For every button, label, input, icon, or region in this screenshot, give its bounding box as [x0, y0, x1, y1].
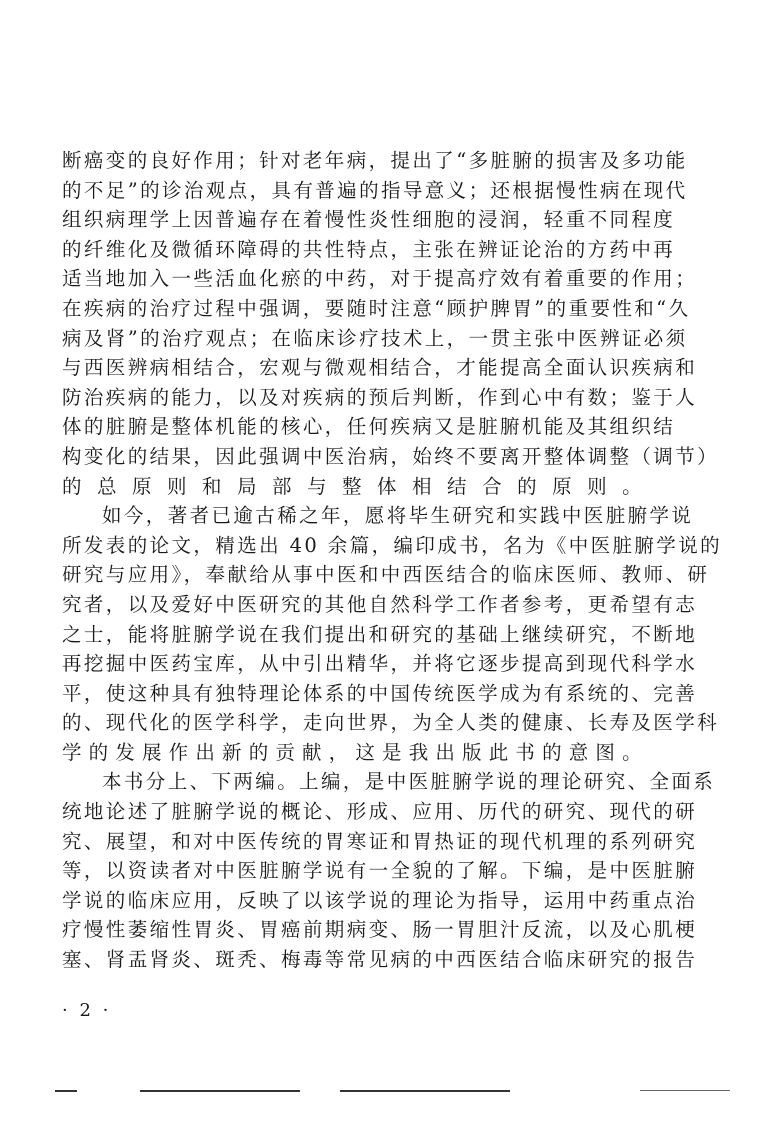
text-line: 适当地加入一些活血化瘀的中药，对于提高疗效有着重要的作用；	[62, 267, 698, 291]
text-line: 等，以资读者对中医脏腑学说有一全貌的了解。下编，是中医脏腑	[62, 859, 698, 883]
scan-mark	[55, 1090, 77, 1092]
text-line: 如今，著者已逾古稀之年，愿将毕生研究和实践中医脏腑学说	[102, 504, 694, 528]
text-line: 平，使这种具有独特理论体系的中国传统医学成为有系统的、完善	[62, 681, 698, 705]
text-line: 研究与应用》，奉献给从事中医和中西医结合的临床医师、教师、研	[62, 563, 710, 587]
scan-mark	[340, 1090, 510, 1092]
text-line: 在疾病的治疗过程中强调，要随时注意“顾护脾胃”的重要性和“久	[62, 296, 691, 320]
scan-mark	[140, 1090, 300, 1092]
text-line: 构变化的结果，因此强调中医治病，始终不要离开整体调整（调节）	[62, 444, 720, 468]
text-line: 防治疾病的能力，以及对疾病的预后判断，作到心中有数；鉴于人	[62, 385, 698, 409]
text-line: 病及肾”的治疗观点；在临床诊疗技术上，一贯主张中医辨证必须	[62, 326, 688, 350]
text-line: 的、现代化的医学科学，走向世界，为全人类的健康、长寿及医学科	[62, 711, 720, 735]
text-line: 之士，能将脏腑学说在我们提出和研究的基础上继续研究，不断地	[62, 622, 698, 646]
text-line: 的不足”的诊治观点，具有普遍的指导意义；还根据慢性病在现代	[62, 178, 688, 202]
text-line: 再挖掘中医药宝库，从中引出精华，并将它逐步提高到现代科学水	[62, 652, 698, 676]
paragraph-2	[62, 501, 723, 767]
scan-edge-marks	[0, 1090, 777, 1110]
paragraph-1	[62, 146, 720, 501]
text-line: 学说的临床应用，反映了以该学说的理论为指导，运用中药重点治	[62, 888, 698, 912]
text-line: 所发表的论文，精选出 40 余篇，编印成书，名为《中医脏腑学说的	[62, 533, 723, 557]
page-number: · 2 ·	[62, 1000, 112, 1021]
paragraph-3	[62, 767, 716, 974]
text-line: 的纤维化及微循环障碍的共性特点，主张在辨证论治的方药中再	[62, 237, 676, 261]
text-line: 塞、肾盂肾炎、斑秃、梅毒等常见病的中西医结合临床研究的报告	[62, 948, 698, 972]
text-line: 体的脏腑是整体机能的核心，任何疾病又是脏腑机能及其组织结	[62, 415, 676, 439]
text-line: 断癌变的良好作用；针对老年病，提出了“多脏腑的损害及多功能	[62, 149, 688, 172]
text-line: 究、展望，和对中医传统的胃寒证和胃热证的现代机理的系列研究	[62, 829, 698, 853]
text-line: 统地论述了脏腑学说的概论、形成、应用、历代的研究、现代的研	[62, 800, 698, 824]
body-text	[62, 146, 723, 975]
text-line: 疗慢性萎缩性胃炎、胃癌前期病变、肠一胃胆汁反流，以及心肌梗	[62, 918, 698, 942]
text-line: 究者，以及爱好中医研究的其他自然科学工作者参考，更希望有志	[62, 592, 698, 616]
text-line: 与西医辨病相结合，宏观与微观相结合，才能提高全面认识疾病和	[62, 356, 698, 380]
text-line: 的总原则和局部与整体相结合的原则。	[62, 474, 644, 498]
scan-mark	[640, 1090, 730, 1091]
text-line: 组织病理学上因普遍存在着慢性炎性细胞的浸润，轻重不同程度	[62, 208, 676, 232]
text-line: 本书分上、下两编。上编，是中医脏腑学说的理论研究、全面系	[102, 770, 716, 794]
text-line: 学的发展作出新的贡献，这是我出版此书的意图。	[62, 740, 644, 764]
